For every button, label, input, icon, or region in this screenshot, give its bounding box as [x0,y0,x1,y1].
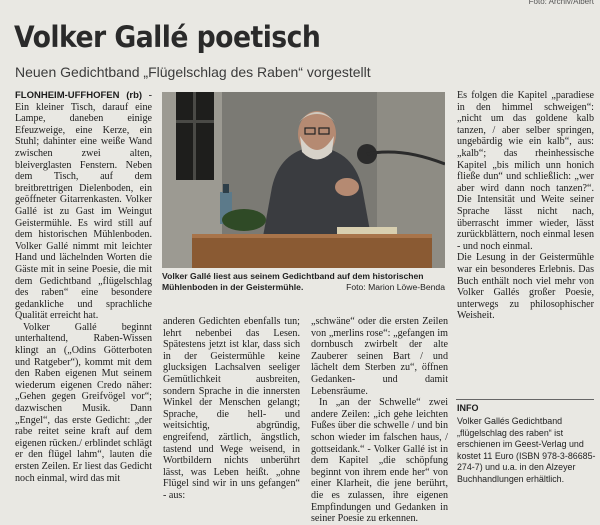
article-column-1 [15,90,152,512]
photo-caption [162,271,445,293]
paragraph: Volker Gallé beginnt unterhaltend, Raben-Wissen klingt an („Odins Götterboten und Ratgeber“), kommt mit dem den Raben eigenen Mut seinem wiederum eigenen Credo näher: „Gehen gegen Greifvögel vor“; dazwischen Musik. Dann „Engel“, das erste Gedicht: „der rabe reitet seine kraft auf dem eigenen rücken./ erblindet schlägt er den flügel lahm“, lauten die ersten Zeilen. Er liest das Gedicht noch einmal, wird das mit [15,321,152,484]
top-photo-credit: Foto: Archiv/Albert [528,0,594,6]
article-column-2 [163,316,300,502]
article-column-4 [457,90,594,395]
paragraph: Es folgen die Kapitel „paradiese in den himmel schweigen“: „nicht um das goldene kalb tanzen, / aber selber springen, ungebärdig wie ein kalb“, aus: „kalb“; das rheinhessische Kapitel „bis milich unn honich fließe dun“ und schließlich: „wer aber wird dann noch tanzen?“. Die Intensität und Weite seiner Sprache lässt nicht nach, überrascht immer wieder, lässt zurückblättern, noch einmal lesen - und noch einmal. [457,90,594,252]
reading-scene-illustration [162,92,445,268]
article-photo [162,92,445,268]
paragraph: „schwäne“ oder die ersten Zeilen von „merlins rose“: „gefangen im dornbusch zwirbelt der alte Zauberer seinen Bart / und lächelt dem Sterben zu“, öffnen Gedanken- und damit Lebensräume. [311,316,448,397]
article-column-3 [311,316,448,525]
info-box-text: Volker Gallés Gedichtband „flügelschlag des raben“ ist erschienen im Geest-Verlag und kostet 11 Euro (ISBN 978-3-86685-274-7) und u.a. in den Alzeyer Buchhandlungen erhältlich. [457,416,596,484]
headline: Volker Gallé poetisch [14,20,321,54]
subheadline: Neuen Gedichtband „Flügelschlag des Raben“ vorgestellt [15,64,371,80]
paragraph: In „an der Schwelle“ zwei andere Zeilen: „ich gehe leichten Fußes über die schwelle / und bin schon wieder im falschen haus, / gottseidank.“ - Volker Gallé ist in dem Kapitel „die schöpfung beginnt von ihrem ende her“ von einer Klarheit, die jene berührt, die es zulassen, ihre eigenen Empfindungen und Gedanken in seiner Poesie zu erkennen. [311,397,448,525]
paragraph: anderen Gedichten ebenfalls tun; lehrt nebenbei das Lesen. Spätestens jetzt ist klar, dass sich in der Geistermühle keine glucksigen Lachsalven seeliger Gemütlichkeit ausbreiten, sondern Sprache in die innersten Winkel der Menschen gelangt; Sprache, die hell- und weitsichtig, abgründig, engreifend, zärtlich, ängstlich, tastend und Wege weisend, in Wortbildern nichts unberührt lässt, was Leben heißt. „ohne Flügel sind wir in uns gefangen“ - aus: [163,316,300,501]
paragraph: - Ein kleiner Tisch, darauf eine Lampe, daneben einige Efeuzweige, eine Kerze, ein Stuhl; dahinter eine weiße Wand zwischen zwei alten, bleiverglasten Fenstern. Neben dem Tisch, auf dem breitbrettrigen Dielenboden, ein geöffneter Gitarrenkasten. Volker Gallé ist zu Gast im Weingut Geistermühle. Es wird still auf dem historischen Mühlenboden. Volker Gallé nimmt mit leichter Hand und lächelnden Worten die Gäste mit in seine Poesie, die mit dem Gedichtband „flügelschlag des raben“ eine besondere gedankliche und sprachliche Qualität erreicht hat. [15,90,152,322]
caption-text: Volker Gallé liest aus seinem Gedichtband auf dem historischen Mühlenboden in der Geistermühle. [162,271,424,292]
info-divider [456,399,594,400]
info-heading: INFO [457,403,479,413]
dateline: FLONHEIM-UFFHOFEN (rb) [15,90,143,101]
paragraph: Die Lesung in der Geistermühle war ein besonderes Erlebnis. Das Buch enthält noch viel mehr von Volker Gallés großer Poesie, unterwegs zu philosophischer Weisheit. [457,252,594,322]
photo-credit: Foto: Marion Löwe-Benda [346,282,445,292]
